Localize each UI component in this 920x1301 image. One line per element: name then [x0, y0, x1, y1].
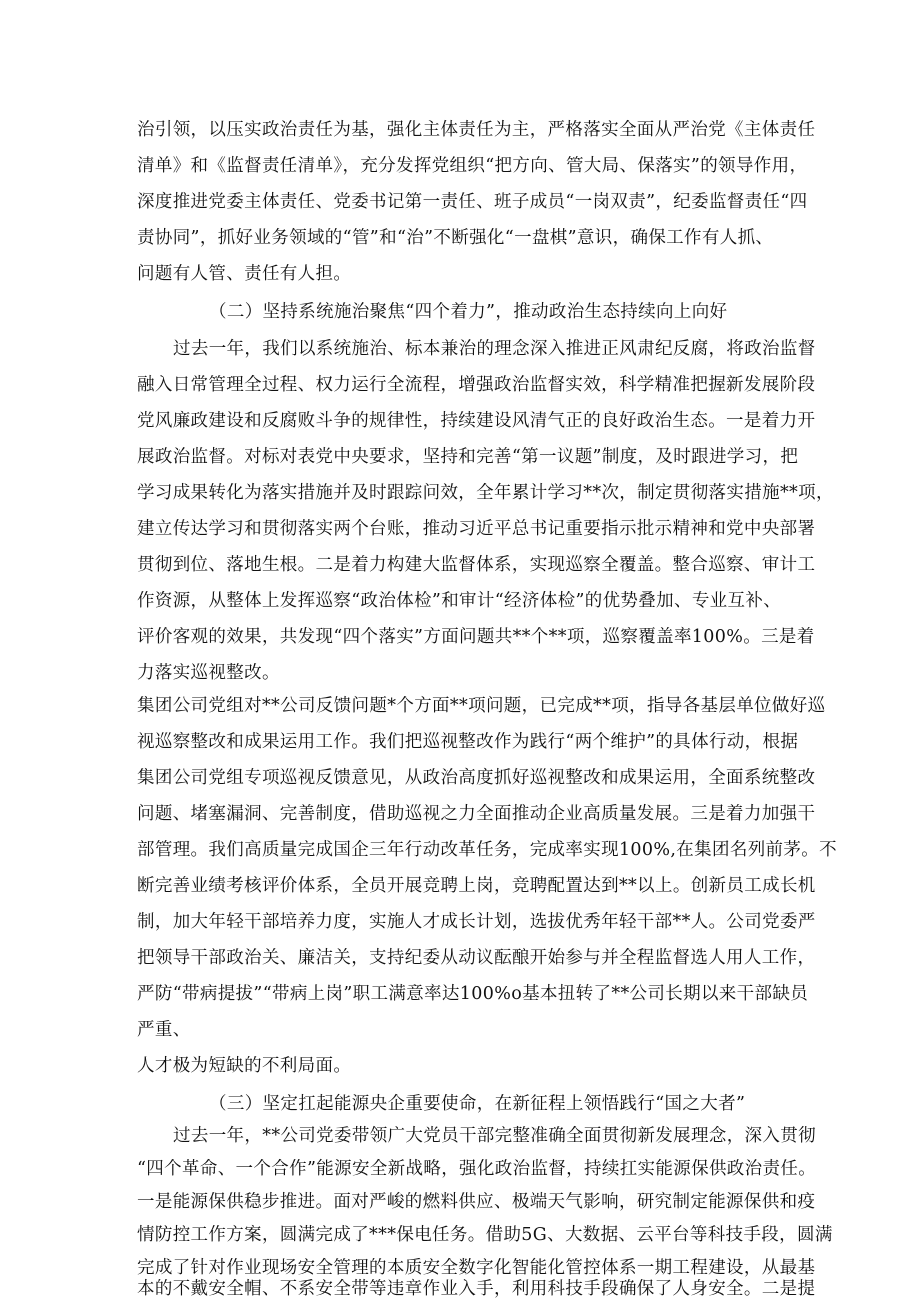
body-text-line: 融入日常管理全过程、权力运行全流程，增强政治监督实效，科学精准把握新发展阶段 — [137, 375, 816, 395]
body-text-line: 制，加大年轻干部培养力度，实施人才成长计划，选拔优秀年轻干部**人。公司党委严 — [137, 912, 816, 932]
body-text-line: 完成了针对作业现场安全管理的本质安全数字化智能化管控体系一期工程建设，从最基 — [137, 1258, 816, 1278]
body-text-line: 一是能源保供稳步推进。面对严峻的燃料供应、极端天气影响，研究制定能源保供和疫 — [137, 1192, 816, 1212]
body-text-line: 问题有人管、责任有人担。 — [137, 264, 352, 284]
body-text-line: 学习成果转化为落实措施并及时跟踪问效，全年累计学习**次，制定贯彻落实措施**项， — [137, 483, 834, 503]
body-text-line: 党风廉政建设和反腐败斗争的规律性，持续建设风清气正的良好政治生态。一是着力开 — [137, 411, 816, 431]
body-text-line: 严重、 — [137, 1020, 191, 1040]
body-text-line: 人才极为短缺的不利局面。 — [137, 1056, 352, 1076]
body-text-line: 集团公司党组对**公司反馈问题*个方面**项问题，已完成**项，指导各基层单位做好巡 — [137, 696, 826, 716]
body-text-line: 视巡察整改和成果运用工作。我们把巡视整改作为践行“两个维护”的具体行动，根据 — [137, 732, 799, 752]
body-text-line: “四个革命、一个合作”能源安全新战略，强化政治监督，持续扛实能源保供政治责任。 — [137, 1159, 817, 1179]
body-text-line: 过去一年，**公司党委带领广大党员干部完整准确全面贯彻新发展理念，深入贯彻 — [173, 1126, 816, 1146]
section-heading: （二）坚持系统施治聚焦“四个着力”，推动政治生态持续向上向好 — [209, 302, 728, 322]
body-text-line: 评价客观的效果，共发现“四个落实”方面问题共**个**项，巡察覆盖率100%。三是着 — [137, 627, 815, 647]
body-text-line: 贯彻到位、落地生根。二是着力构建大监督体系，实现巡察全覆盖。整合巡察、审计工 — [137, 555, 816, 575]
body-text-line: 治引领，以压实政治责任为基，强化主体责任为主，严格落实全面从严治党《主体责任 — [137, 120, 816, 140]
body-text-line: 严防“带病提拔”“带病上岗”职工满意率达100%o基本扭转了**公司长期以来干部缺员 — [137, 984, 809, 1004]
body-text-line: 责协同”，抓好业务领域的“管”和“治”不断强化“一盘棋”意识，确保工作有人抓、 — [137, 228, 774, 248]
body-text-line: 作资源，从整体上发挥巡察“政治体检”和审计“经济体检”的优势叠加、专业互补、 — [137, 591, 782, 611]
section-heading: （三）坚定扛起能源央企重要使命，在新征程上领悟践行“国之大者” — [209, 1094, 746, 1114]
body-text-line: 本的不戴安全帽、不系安全带等违章作业入手，利用科技手段确保了人身安全。二是提 — [137, 1279, 816, 1299]
body-text-line: 过去一年，我们以系统施治、标本兼治的理念深入推进正风肃纪反腐，将政治监督 — [173, 339, 816, 359]
body-text-line: 集团公司党组专项巡视反馈意见，从政治高度抓好巡视整改和成果运用，全面系统整改 — [137, 768, 816, 788]
body-text-line: 展政治监督。对标对表党中央要求，坚持和完善“第一议题”制度，及时跟进学习，把 — [137, 447, 799, 467]
body-text-line: 部管理。我们高质量完成国企三年行动改革任务，完成率实现100%,在集团名列前茅。不 — [137, 840, 837, 860]
body-text-line: 把领导干部政治关、廉洁关，支持纪委从动议酝酿开始参与并全程监督选人用人工作， — [137, 948, 816, 968]
body-text-line: 情防控工作方案，圆满完成了***保电任务。借助5G、大数据、云平台等科技手段，圆满 — [137, 1225, 833, 1245]
body-text-line: 问题、堵塞漏洞、完善制度，借助巡视之力全面推动企业高质量发展。三是着力加强干 — [137, 804, 816, 824]
body-text-line: 力落实巡视整改。 — [137, 663, 280, 683]
body-text-line: 断完善业绩考核评价体系，全员开展竞聘上岗，竞聘配置达到**以上。创新员工成长机 — [137, 876, 816, 896]
body-text-line: 清单》和《监督责任清单》，充分发挥党组织“把方向、管大局、保落实”的领导作用， — [137, 156, 808, 176]
body-text-line: 深度推进党委主体责任、党委书记第一责任、班子成员“一岗双责”，纪委监督责任“四 — [137, 192, 808, 212]
body-text-line: 建立传达学习和贯彻落实两个台账，推动习近平总书记重要指示批示精神和党中央部署 — [137, 519, 816, 539]
